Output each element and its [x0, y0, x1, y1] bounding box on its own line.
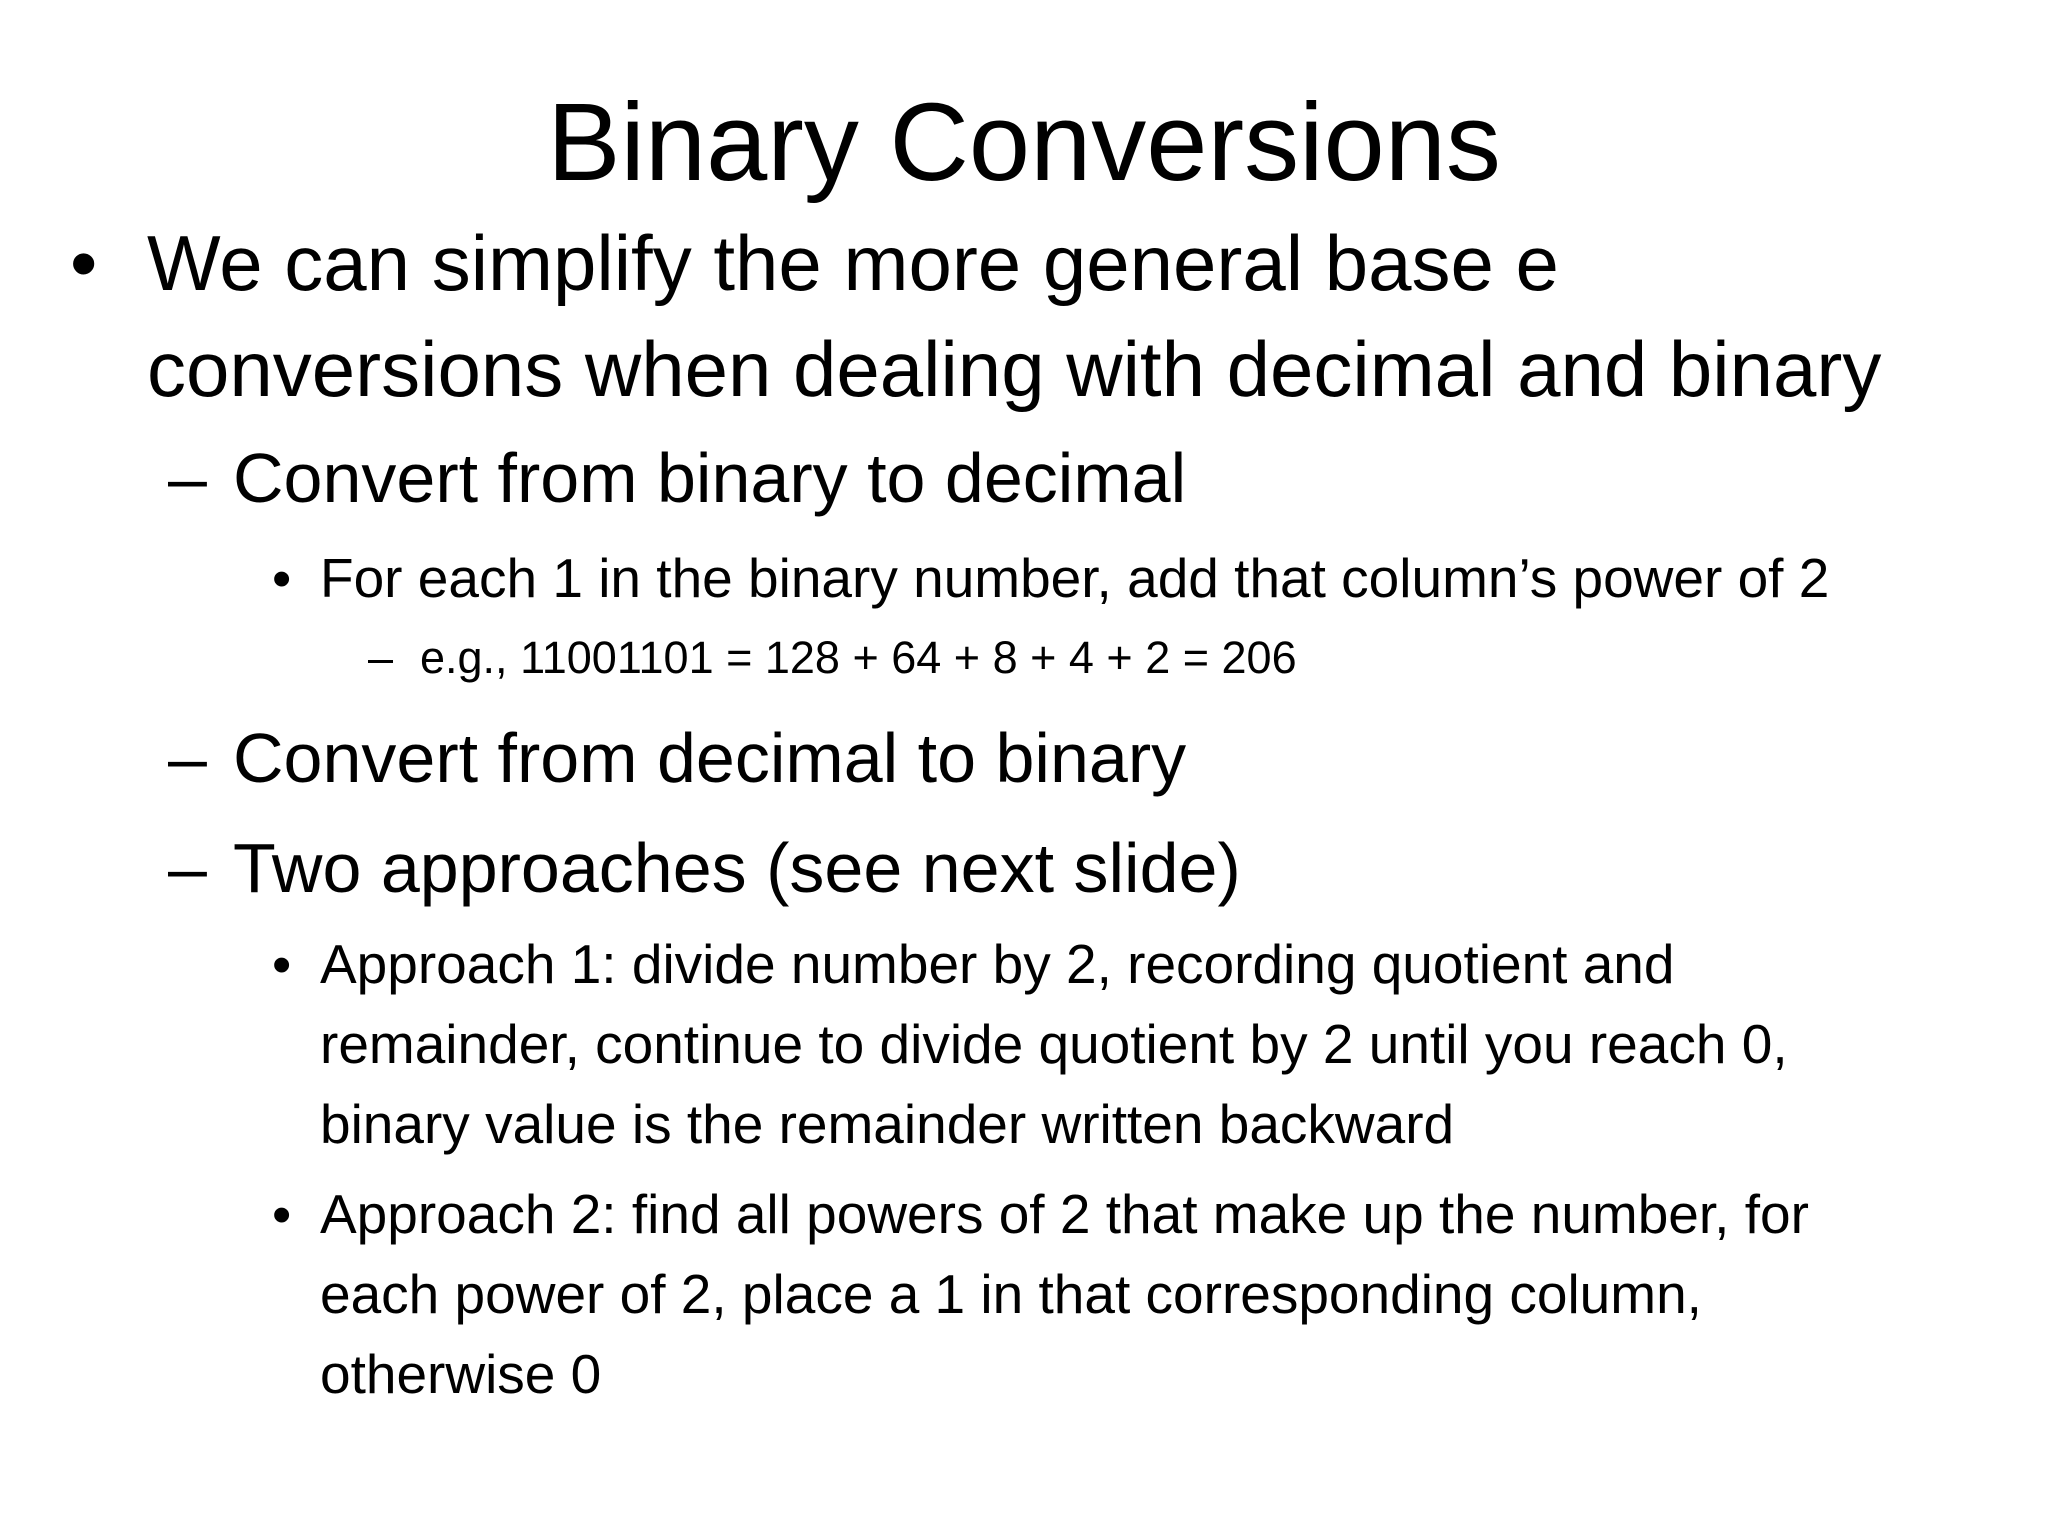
subitem-binary-to-decimal: Convert from binary to decimal: [233, 439, 1187, 517]
subbullet-marker: •: [272, 547, 292, 609]
subitem-decimal-to-binary: Convert from decimal to binary: [233, 719, 1187, 797]
example-binary-sum: e.g., 11001101 = 128 + 64 + 8 + 4 + 2 = 206: [420, 632, 1297, 683]
subbullet-marker: •: [272, 1183, 292, 1245]
subbullet-column-power: For each 1 in the binary number, add that column’s power of 2: [320, 547, 1830, 609]
approach1-line1: Approach 1: divide number by 2, recording quotient and: [320, 933, 1675, 995]
subitem-dash-marker: –: [168, 719, 207, 797]
example-dash-marker: –: [368, 632, 394, 683]
approach2-line1: Approach 2: find all powers of 2 that make up the number, for: [320, 1183, 1809, 1245]
approach2-line3: otherwise 0: [320, 1343, 602, 1405]
bullet-level1-line1: We can simplify the more general base e: [147, 219, 1559, 307]
bullet-level1-marker: •: [70, 219, 98, 307]
approach1-line3: binary value is the remainder written backward: [320, 1093, 1455, 1155]
subitem-two-approaches: Two approaches (see next slide): [233, 829, 1241, 907]
subbullet-marker: •: [272, 933, 292, 995]
bullet-level1-line2: conversions when dealing with decimal and binary: [147, 325, 1882, 413]
subitem-dash-marker: –: [168, 829, 207, 907]
approach1-line2: remainder, continue to divide quotient by 2 until you reach 0,: [320, 1013, 1788, 1075]
subitem-dash-marker: –: [168, 439, 207, 517]
slide-title: Binary Conversions: [547, 81, 1501, 204]
approach2-line2: each power of 2, place a 1 in that corresponding column,: [320, 1263, 1702, 1325]
